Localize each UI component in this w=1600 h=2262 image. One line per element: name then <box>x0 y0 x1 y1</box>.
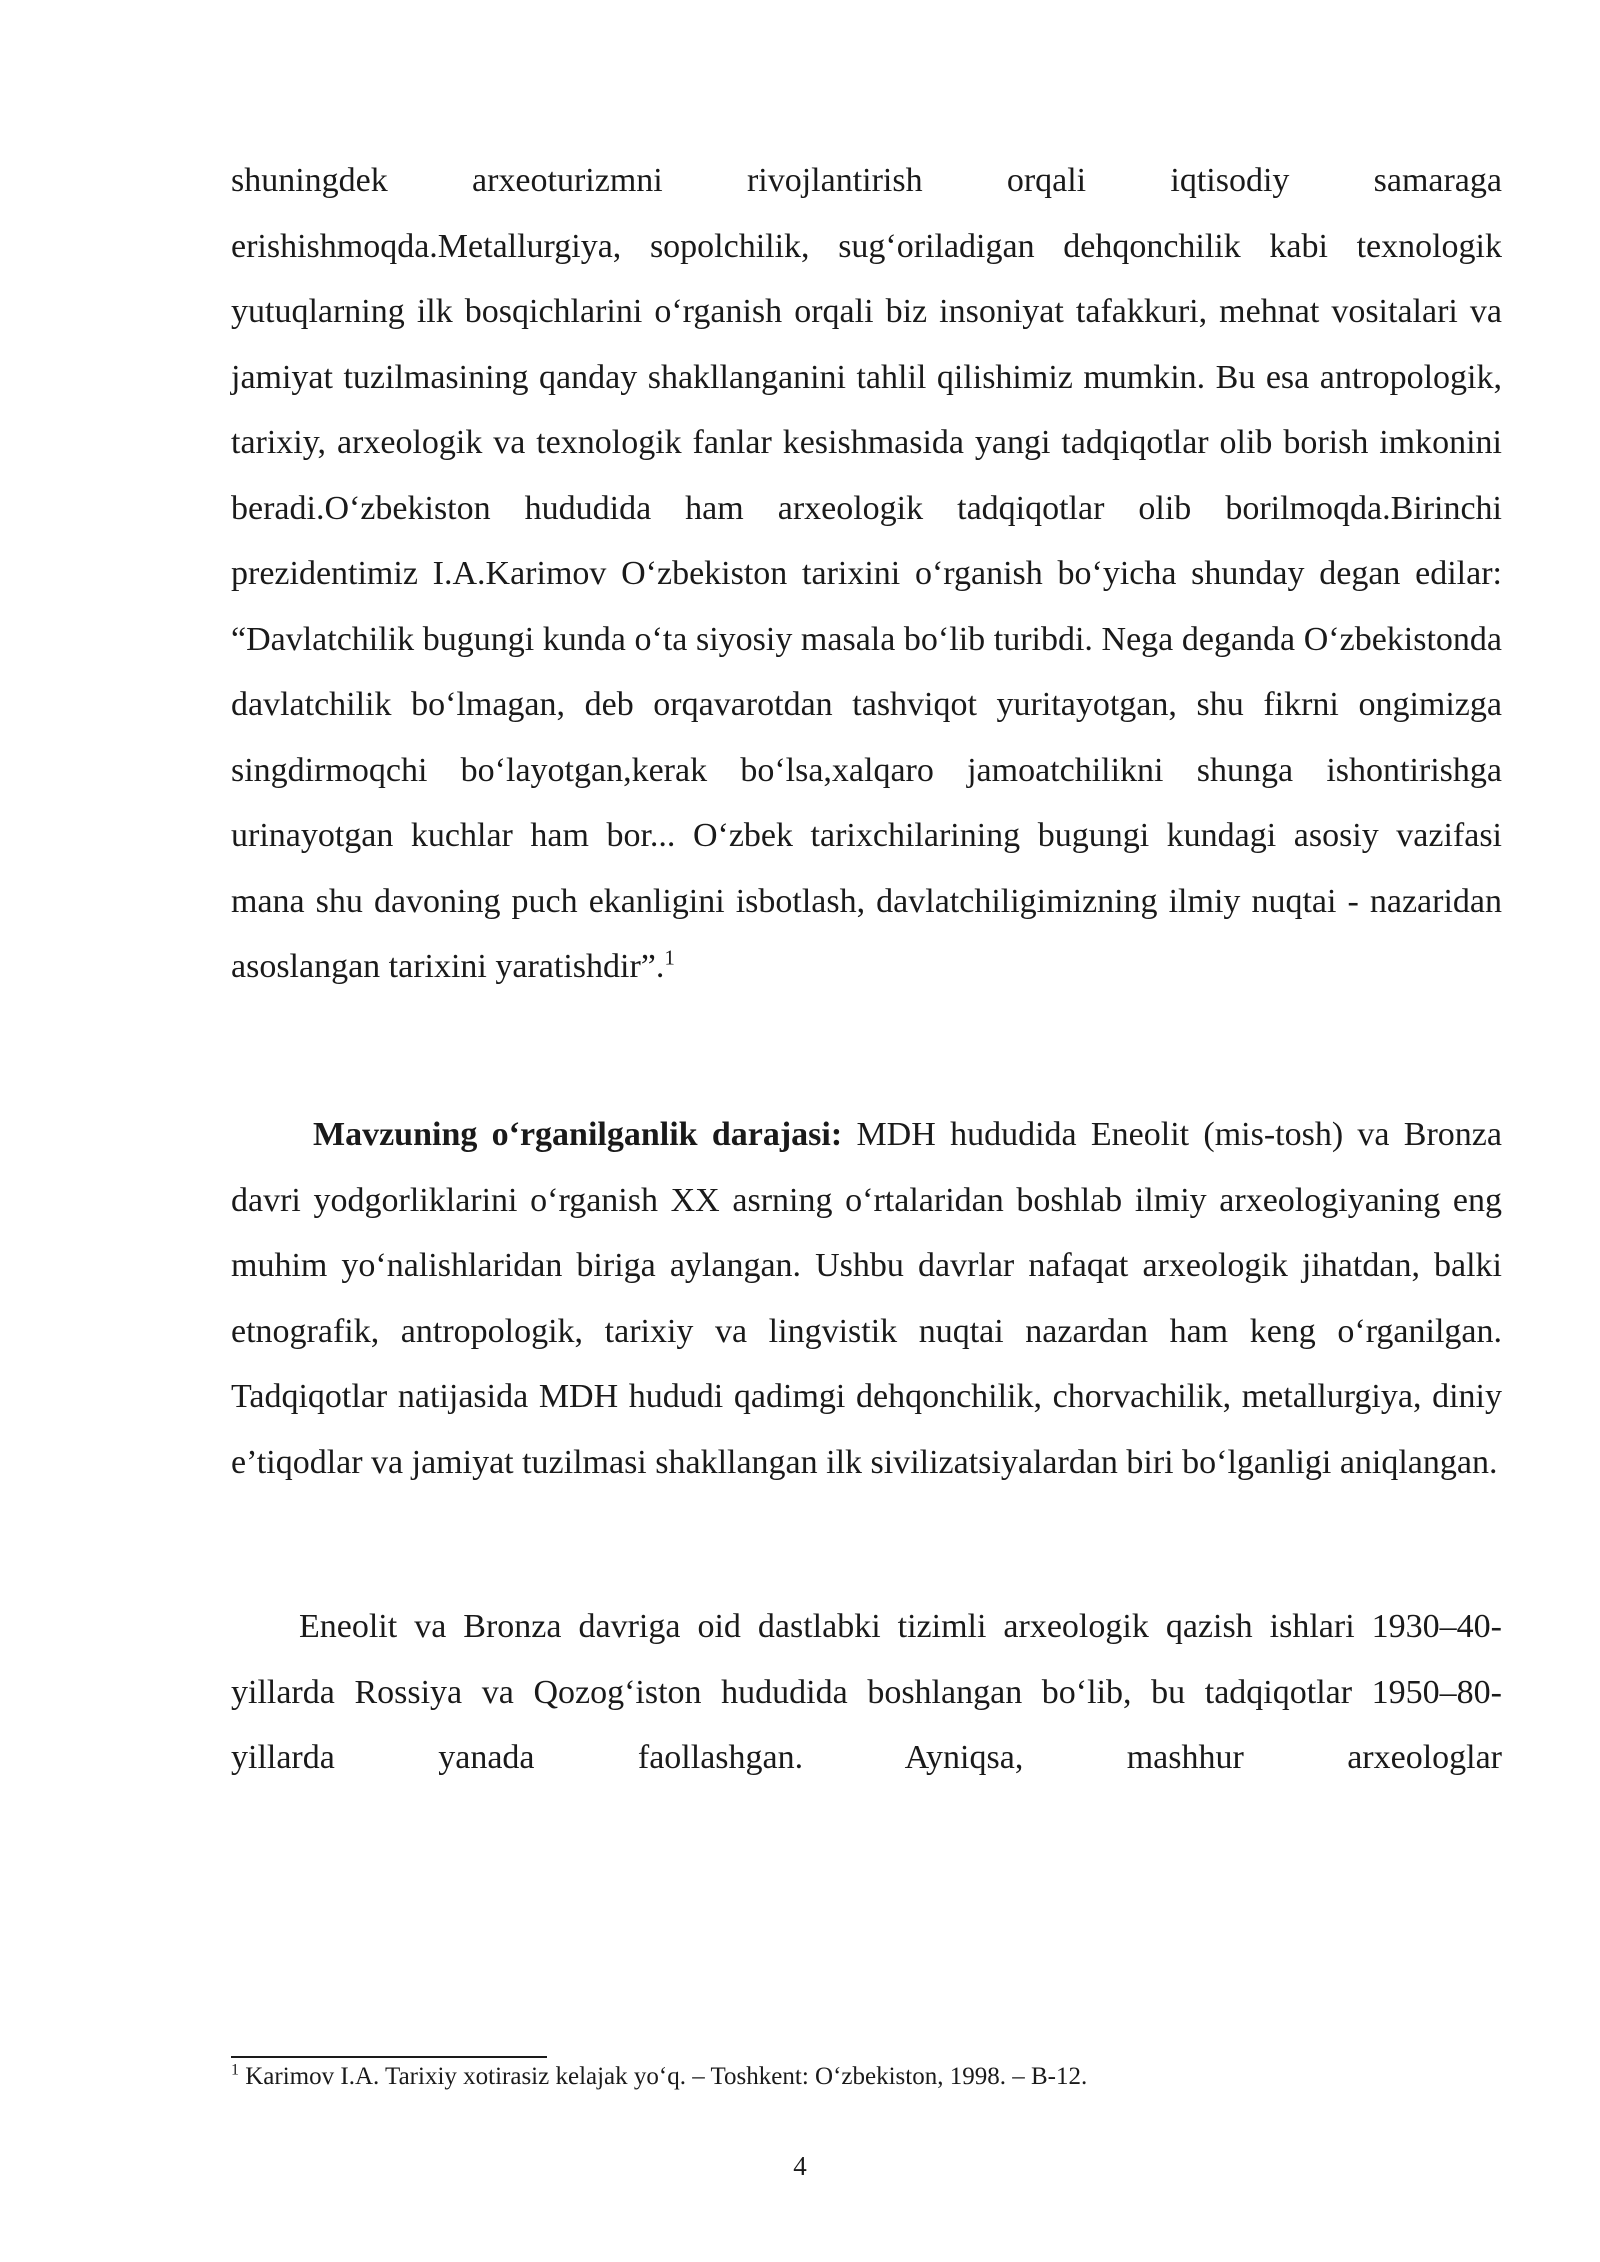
footnote-reference: 1 <box>664 945 675 970</box>
paragraph-3-text: Eneolit va Bronza davriga oid dastlabki tizimli arxeologik qazish ishlari 1930–40-yillarda Rossiya va Qozog‘iston hududida boshlangan bo‘lib, bu tadqiqotlar 1950–80-yillarda yanada faollashgan. Ayniqsa, mashhur arxeologlar <box>231 1608 1502 1776</box>
body-paragraph-3 <box>231 1594 1502 1791</box>
page-number: 4 <box>793 2151 807 2181</box>
body-paragraph-1 <box>231 148 1502 1000</box>
footnote-separator <box>231 2056 547 2058</box>
paragraph-1-text: shuningdek arxeoturizmni rivojlantirish orqali iqtisodiy samaraga erishishmoqda.Metallurgiya, sopolchilik, sug‘oriladigan dehqonchilik kabi texnologik yutuqlarning ilk bosqichlarini o‘rganish orqali biz insoniyat tafakkuri, mehnat vositalari va jamiyat tuzilmasining qanday shakllanganini tahlil qilishimiz mumkin. Bu esa antropologik, tarixiy, arxeologik va texnologik fanlar kesishmasida yangi tadqiqotlar olib borish imkonini beradi.O‘zbekiston hududida ham arxeologik tadqiqotlar olib borilmoqda.Birinchi prezidentimiz I.A.Karimov O‘zbekiston tarixini o‘rganish bo‘yicha shunday degan edilar: “Davlatchilik bugungi kunda o‘ta siyosiy masala bo‘lib turibdi. Nega deganda O‘zbekistonda davlatchilik bo‘lmagan, deb orqavarotdan tashviqot yuritayotgan, shu fikrni ongimizga singdirmoqchi bo‘layotgan,kerak bo‘lsa,xalqaro jamoatchilikni shunga ishontirishga urinayotgan kuchlar ham bor... O‘zbek tarixchilarining bugungi kundagi asosiy vazifasi mana shu davoning puch ekanligini isbotlash, davlatchiligimizning ilmiy nuqtai - nazaridan asoslangan tarixini yaratishdir”. <box>231 162 1502 985</box>
paragraph-2-text: MDH hududida Eneolit (mis-tosh) va Bronza davri yodgorliklarini o‘rganish XX asrning o‘rtalaridan boshlab ilmiy arxeologiyaning eng muhim yo‘nalishlaridan biriga aylangan. Ushbu davrlar nafaqat arxeologik jihatdan, balki etnografik, antropologik, tarixiy va lingvistik nuqtai nazardan ham keng o‘rganilgan. Tadqiqotlar natijasida MDH hududi qadimgi dehqonchilik, chorvachilik, metallurgiya, diniy e’tiqodlar va jamiyat tuzilmasi shakllangan ilk sivilizatsiyalardan biri bo‘lganligi aniqlangan. <box>231 1116 1502 1481</box>
body-paragraph-2 <box>231 1102 1502 1495</box>
footnote-number: 1 <box>231 2061 239 2079</box>
footnote-text: Karimov I.A. Tarixiy xotirasiz kelajak yo‘q. – Toshkent: O‘zbekiston, 1998. – B-12. <box>239 2063 1088 2090</box>
footnote <box>231 2062 1502 2092</box>
section-heading: Mavzuning o‘rganilganlik darajasi: <box>313 1116 843 1153</box>
